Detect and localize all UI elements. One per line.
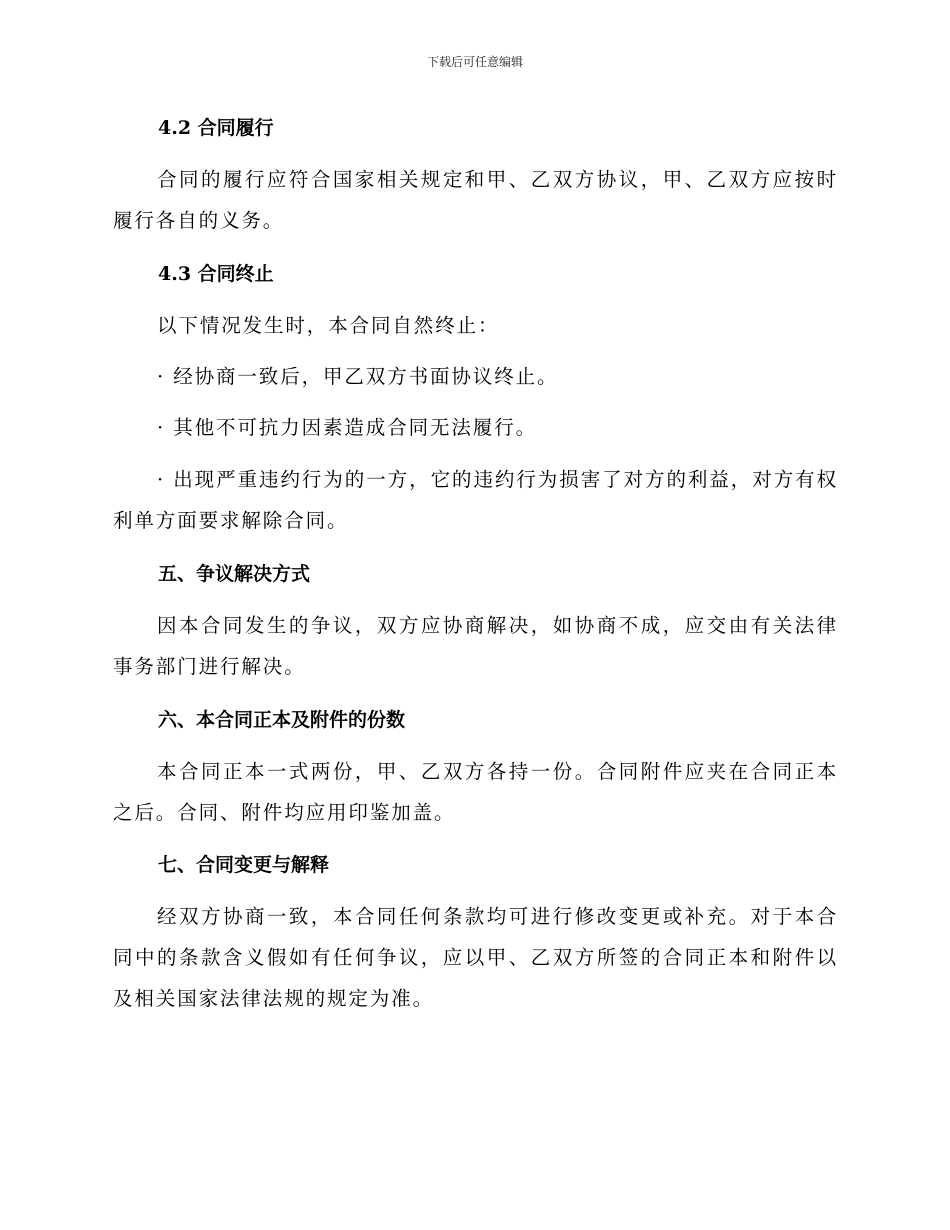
page-header-note: 下载后可任意编辑 — [426, 55, 523, 69]
dispute-resolution-paragraph: 因本合同发生的争议，双方应协商解决，如协商不成，应交由有关法律事务部门进行解决。 — [113, 614, 838, 678]
termination-bullet-1: · 经协商一致后，甲乙双方书面协议终止。 — [157, 365, 559, 388]
section-heading-amendment: 七、合同变更与解释 — [158, 854, 330, 876]
section-heading-copies: 六、本合同正本及附件的份数 — [158, 709, 406, 731]
section-heading-dispute-resolution: 五、争议解决方式 — [158, 563, 311, 585]
termination-bullet-3: · 出现严重违约行为的一方，它的违约行为损害了对方的利益，对方有权利单方面要求解除合同。 — [113, 468, 838, 532]
section-4-2-paragraph: 合同的履行应符合国家相关规定和甲、乙双方协议，甲、乙双方应按时履行各自的义务。 — [113, 168, 838, 232]
section-heading-4-2: 4.2 合同履行 — [158, 117, 274, 139]
termination-bullet-2: · 其他不可抗力因素造成合同无法履行。 — [157, 416, 537, 439]
copies-paragraph: 本合同正本一式两份，甲、乙双方各持一份。合同附件应夹在合同正本之后。合同、附件均应用印鉴加盖。 — [113, 760, 838, 824]
section-4-3-intro: 以下情况发生时，本合同自然终止： — [157, 314, 500, 337]
amendment-paragraph: 经双方协商一致，本合同任何条款均可进行修改变更或补充。对于本合同中的条款含义假如有任何争议，应以甲、乙双方所签的合同正本和附件以及相关国家法律法规的规定为准。 — [113, 905, 838, 1010]
section-heading-4-3: 4.3 合同终止 — [158, 263, 274, 285]
